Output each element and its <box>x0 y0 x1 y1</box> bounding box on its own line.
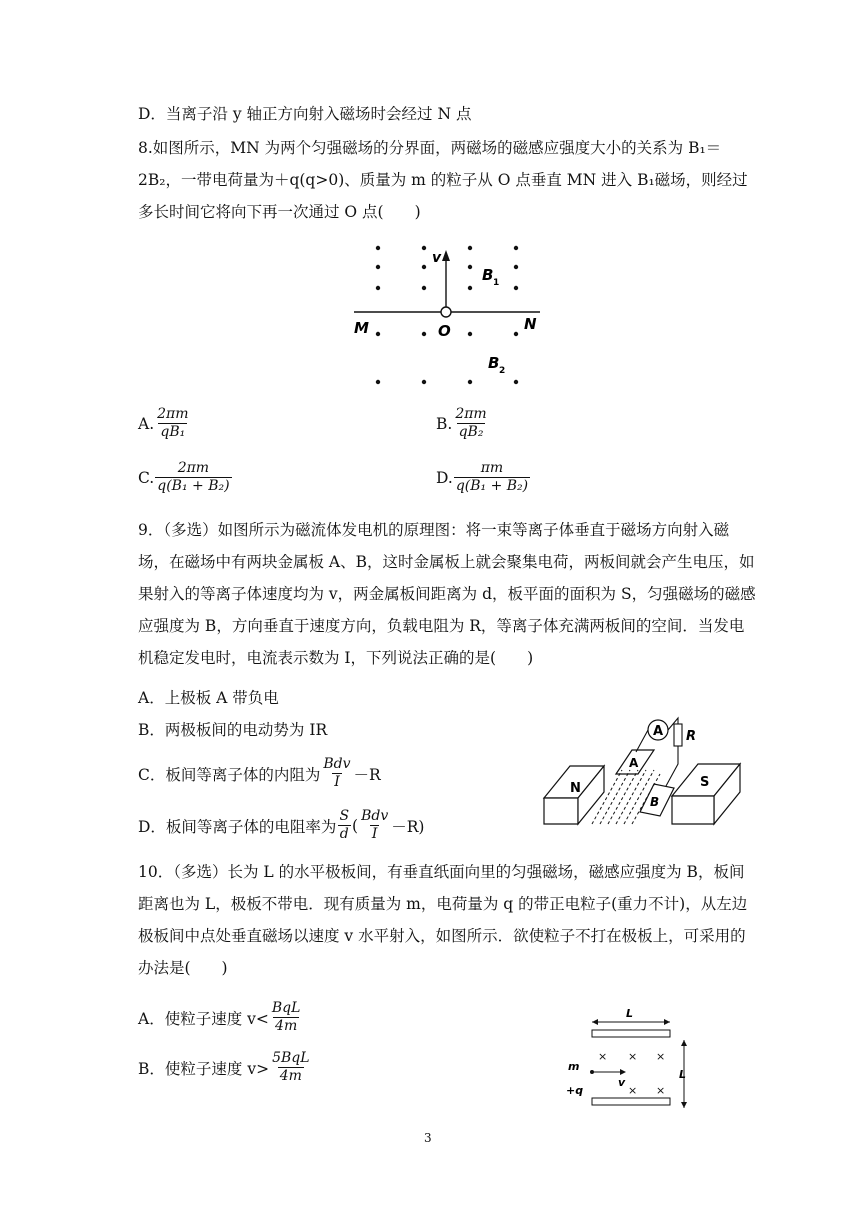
q10-stem: 10．（多选）长为 L 的水平极板间，有垂直纸面向里的匀强磁场，磁感应强度为 B，板间距离也为 L，极板不带电．现有质量为 m，电荷量为 q 的带正电粒子(重力不计)，从左边极板间中点处垂直磁场以速度 v 水平射入，如图所示．欲使粒子不打在极板上，可采用的办法是( ) <box>138 863 748 977</box>
q8-option-c: C. $\frac{2\pi m}{\text{q(B₁ + B₂)}}$ <box>138 460 230 494</box>
svg-text:2: 2 <box>499 366 506 376</box>
svg-text:×: × <box>598 1050 608 1063</box>
q8-magnetic-field-figure <box>340 236 550 396</box>
q10-plates-figure <box>566 1004 696 1112</box>
plate-b-label: B <box>650 795 660 809</box>
velocity-label: v <box>432 250 442 266</box>
q10-option-a: A．使粒子速度 v< $\frac{\text{BqL}}{4m}$ <box>138 1000 301 1034</box>
svg-text:×: × <box>628 1050 638 1063</box>
q7-option-d: D．当离子沿 y 轴正方向射入磁场时会经过 N 点 <box>138 105 472 123</box>
q8-option-a: A. $\frac{2\pi m}{\text{qB₁}}$ <box>138 406 189 440</box>
length-label: L <box>626 1007 634 1020</box>
mass-label: m <box>568 1060 580 1073</box>
n-pole-label: N <box>570 781 581 796</box>
page-number: 3 <box>424 1131 432 1145</box>
b2-label: B <box>488 354 500 372</box>
ammeter-icon: A <box>653 724 664 739</box>
svg-text:1: 1 <box>493 278 500 288</box>
q9-stem: 9．（多选）如图所示为磁流体发电机的原理图：将一束等离子体垂直于磁场方向射入磁场，在磁场中有两块金属板 A、B，这时金属板上就会聚集电荷，两板间就会产生电压，如果射入的等离子体速度均为 v，两金属板间距离为 d，板平面的面积为 S，匀强磁场的磁感应强度为 B，方向垂直于速度方向，负载电阻为 R，等离子体充满两板间的空间．当发电机稳定发电时，电流表示数为 I，下列说法正确的是( ) <box>138 521 756 667</box>
n-label: N <box>524 315 537 333</box>
b1-label: B <box>482 266 494 284</box>
q8-option-b: B. $\frac{2\pi m}{\text{qB₂}}$ <box>436 406 487 440</box>
q9-mhd-generator-figure <box>540 712 750 832</box>
resistor-label: R <box>686 729 697 744</box>
svg-text:×: × <box>656 1050 666 1063</box>
q9-option-a: A．上极板 A 带负电 <box>138 689 279 707</box>
m-label: M <box>354 319 369 337</box>
q8-stem: 8.如图所示，MN 为两个匀强磁场的分界面，两磁场的磁感应强度大小的关系为 B₁＝2B₂，一带电荷量为＋q(q>0)、质量为 m 的粒子从 O 点垂直 MN 进入 B₁磁场，则经过多长时间它将向下再一次通过 O 点( ) <box>138 139 748 221</box>
svg-text:×: × <box>656 1084 666 1097</box>
q10-option-b: B．使粒子速度 v> $\frac{\text{5BqL}}{4m}$ <box>138 1050 310 1084</box>
q8-option-d: D. $\frac{\pi m}{\text{q(B₁ + B₂)}}$ <box>436 460 529 494</box>
q9-option-d: D．板间等离子体的电阻率为 $\frac{S}{d}$ ( $\frac{\text{Bdv}}{I}$ －R) <box>138 808 425 842</box>
plate-a-label: A <box>629 756 639 770</box>
svg-text:×: × <box>628 1084 638 1097</box>
q9-option-b: B．两极板间的电动势为 IR <box>138 721 328 739</box>
gap-label: L <box>679 1068 687 1081</box>
s-pole-label: S <box>700 775 710 790</box>
velocity-label: v <box>618 1076 626 1089</box>
o-label: O <box>438 322 451 340</box>
q9-option-c: C．板间等离子体的内阻为 $\frac{\text{Bdv}}{I}$ －R <box>138 756 381 790</box>
charge-label: +q <box>566 1084 584 1097</box>
